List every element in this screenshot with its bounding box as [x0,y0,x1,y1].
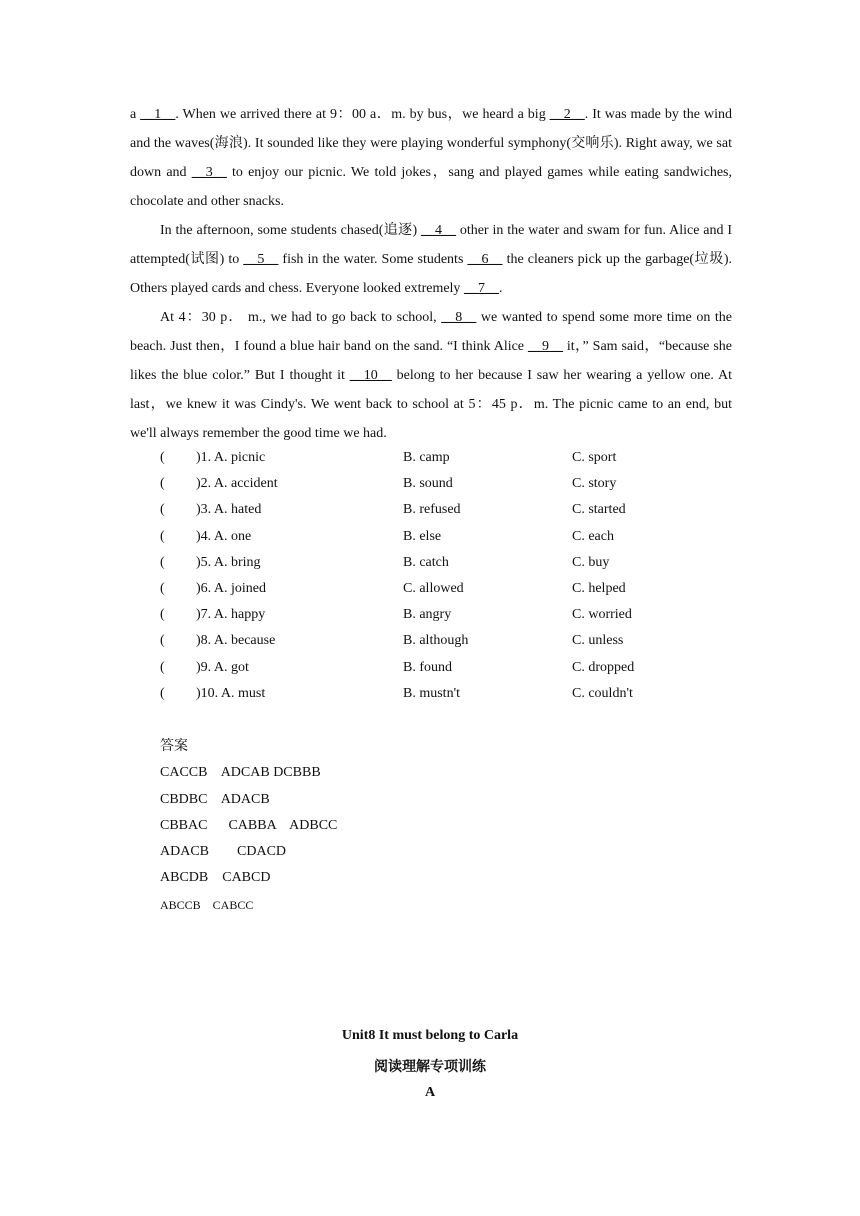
cloze-blank: __4__ [420,223,456,238]
passage-text: we wanted to spend some more time on the beach. Just then，I found a blue hair band on the sand. “I think Alice [130,310,733,354]
passage-text: . It was made by the wind and the waves(海浪). It sounded like they were playing wonderful symphony(交响乐). Right away, we sat down and [130,107,733,180]
answer-paren: ( [160,659,165,675]
option-a: )7. A. happy [196,607,266,623]
option-b: B. catch [403,554,449,570]
cloze-blank: __10__ [349,368,392,383]
answer-key [160,734,337,918]
passage-text: In the afternoon, some students chased(追逐) [160,223,421,238]
option-c: C. buy [572,554,610,570]
option-c: C. story [572,476,617,492]
section-subtitle: 阅读理解专项训练 [374,1060,486,1075]
option-row [160,576,720,602]
cloze-blank: __7__ [463,281,499,296]
answer-line: CBDBC ADACB [160,791,270,807]
option-b: B. angry [403,607,452,623]
option-c: C. helped [572,580,626,596]
paragraph-1 [130,100,732,216]
paragraph-2 [130,216,732,303]
passage-text: other in the water and swam for fun. Alice and I attempted(试图) to [130,223,733,267]
option-row [160,524,720,550]
option-a: )10. A. must [196,685,266,701]
cloze-blank: __6__ [467,252,503,267]
answer-paren: ( [160,580,165,596]
answer-paren: ( [160,633,165,649]
answer-line: CBBAC CABBA ADBCC [160,817,338,833]
passage-text: fish in the water. Some students [278,252,468,267]
option-a: )4. A. one [196,528,252,544]
option-b: B. although [403,633,469,649]
passage-text: belong to her because I saw her wearing a yellow one. At last，we knew it was Cindy's. We went back to school at 5：45 p．m. The picnic came to an end, but we'll always remember the good time we had. [130,368,732,441]
option-row [160,471,720,497]
answer-paren: ( [160,476,165,492]
passage-text: . [498,281,503,296]
option-a: )1. A. picnic [196,450,266,465]
option-a: )9. A. got [196,659,249,675]
option-c: C. dropped [572,659,635,675]
option-b: B. camp [403,450,450,465]
answer-line: CACCB ADCAB DCBBB [160,765,321,781]
option-row [160,628,720,654]
answer-paren: ( [160,502,165,518]
option-a: )8. A. because [196,633,276,649]
cloze-blank: __3__ [191,165,227,180]
option-c: C. each [572,528,614,544]
option-b: B. else [403,528,442,544]
option-a: )5. A. bring [196,554,261,570]
answer-paren: ( [160,685,165,701]
answer-paren: ( [160,450,165,465]
option-c: C. sport [572,450,617,465]
section-label: A [424,1085,436,1100]
unit-title: Unit8 It must belong to Carla [341,1028,519,1043]
option-c: C. unless [572,633,624,649]
option-row [160,445,720,471]
option-a: )3. A. hated [196,502,262,518]
cloze-blank: __2__ [549,107,585,122]
answer-heading: 答案 [160,739,188,754]
option-a: )2. A. accident [196,476,278,492]
option-c: C. started [572,502,626,518]
option-c: C. worried [572,607,632,623]
paragraph-3 [130,303,732,448]
answer-line: ABCDB CABCD [160,870,271,886]
cloze-blank: __5__ [243,252,279,267]
answer-paren: ( [160,528,165,544]
option-row [160,681,720,707]
option-a: )6. A. joined [196,580,266,596]
option-row [160,655,720,681]
passage-text: At 4：30 p． m., we had to go back to school, [160,310,442,325]
option-b: B. sound [403,476,453,492]
option-b: C. allowed [403,580,464,596]
passage-text: it，” Sam said，“because she likes the blue color.” But I thought it [130,339,732,383]
answer-paren: ( [160,554,165,570]
passage-text: the cleaners pick up the garbage(垃圾). Others played cards and chess. Everyone looked extremely [130,252,733,296]
passage-text: to enjoy our picnic. We told jokes，sang and played games while eating sandwiches, chocolate and other snacks. [130,165,732,209]
option-b: B. mustn't [403,685,460,701]
cloze-blank: __1__ [140,107,176,122]
cloze-passage [130,100,732,448]
options-list [160,445,720,707]
passage-text: . When we arrived there at 9：00 a．m. by bus，we heard a big [175,107,550,122]
answer-line: ADACB CDACD [160,844,287,860]
answer-paren: ( [160,607,165,623]
cloze-blank: __9__ [527,339,563,354]
cloze-blank: __8__ [441,310,477,325]
option-row [160,497,720,523]
option-row [160,602,720,628]
option-b: B. found [403,659,452,675]
passage-text: a [130,107,141,122]
option-c: C. couldn't [572,685,633,701]
answer-line: ABCCB CABCC [160,897,254,912]
option-row [160,550,720,576]
option-b: B. refused [403,502,461,518]
